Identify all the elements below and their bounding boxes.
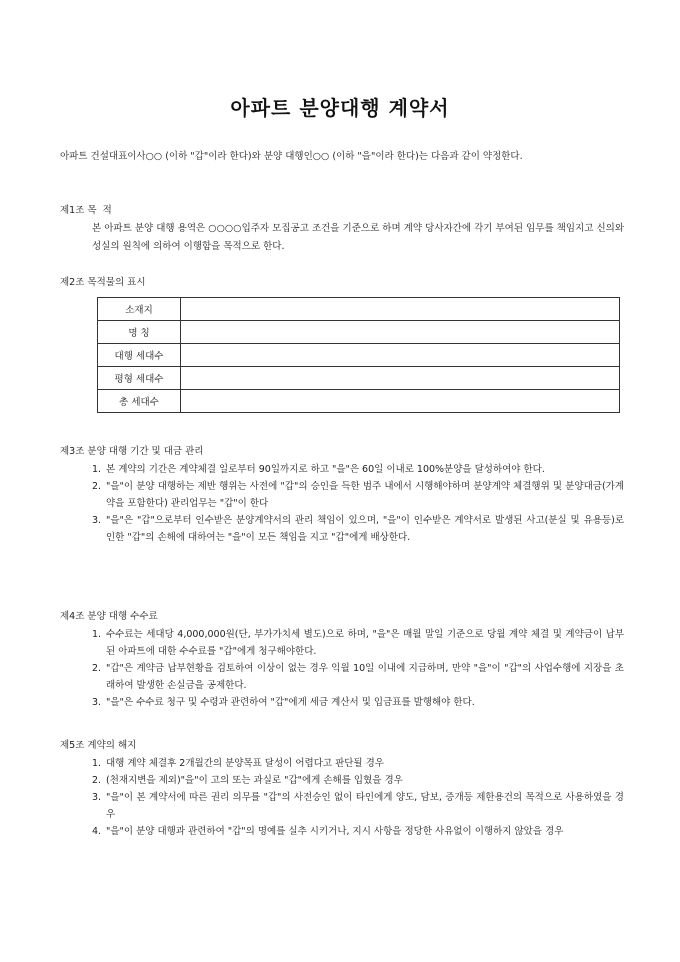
item-text: "을"은 수수료 청구 및 수령과 관련하여 "갑"에게 세금 계산서 및 입금표를 발행해야 한다.	[106, 697, 475, 708]
table-row	[98, 390, 620, 413]
list-item	[92, 660, 624, 694]
row-label-location: 소재지	[98, 298, 181, 321]
list-item	[92, 755, 624, 772]
item-number: 2.	[92, 775, 102, 786]
article1-body: 본 아파트 분양 대행 용역은 ○○○○입주자 모집공고 조건을 기준으로 하며 계약 당사자간에 각기 부여된 임무를 책임지고 신의와 성실의 원칙에 의하여 이행함을 목적으로 한다.	[92, 223, 624, 252]
list-item	[92, 772, 624, 789]
item-number: 3.	[92, 792, 102, 803]
item-text: "갑"은 계약금 납부현황을 검토하여 이상이 없는 경우 익월 10일 이내에 지급하며, 만약 "을"이 "갑"의 사업수행에 지장을 초래하여 발생한 손실금을 공제한다.	[106, 663, 624, 691]
item-number: 4.	[92, 826, 102, 837]
article1-heading: 제1조 목 적	[60, 205, 112, 216]
item-number: 2.	[92, 481, 102, 492]
item-text: (천재지변을 제외)"을"이 고의 또는 과실로 "갑"에게 손해를 입혔을 경우	[106, 775, 403, 786]
list-item	[92, 512, 624, 546]
article3-list	[92, 461, 624, 546]
item-text: 대행 계약 체결후 2개월간의 분양목표 달성이 어렵다고 판단될 경우	[106, 758, 384, 769]
item-text: "을"이 분양 대행하는 제반 행위는 사전에 "갑"의 승인을 득한 범주 내에서 시행해야하며 분양계약 체결행위 및 분양대금(가계약을 포함한다) 관리업무는 "갑"이 한다	[106, 481, 624, 509]
item-text: "을"은 "갑"으로부터 인수받은 분양계약서의 관리 책임이 있으며, "을"이 인수받은 계약서로 발생된 사고(분실 및 유용등)로 인한 "갑"의 손해에 대하여는 "을"이 모든 책임을 지고 "갑"에게 배상한다.	[106, 515, 624, 543]
document-title: 아파트 분양대행 계약서	[230, 96, 450, 120]
article3-heading: 제3조 분양 대행 기간 및 대금 관리	[60, 446, 204, 457]
row-label-agency-units: 대행 세대수	[98, 344, 181, 367]
property-table	[97, 297, 620, 413]
item-number: 3.	[92, 697, 102, 708]
item-number: 3.	[92, 515, 102, 526]
row-label-total-units: 총 세대수	[98, 390, 181, 413]
item-text: "을"이 분양 대행과 관련하여 "갑"의 명예를 실추 시키거나, 지시 사항을 정당한 사유없이 이행하지 않았을 경우	[106, 826, 564, 837]
item-text: 수수료는 세대당 4,000,000원(단, 부가가치세 별도)으로 하며, "을"은 매월 말일 기준으로 당월 계약 체결 및 계약금이 납부된 아파트에 대한 수수료를 "갑"에게 청구해야한다.	[106, 629, 624, 657]
item-number: 1.	[92, 629, 102, 640]
table-row	[98, 298, 620, 321]
list-item	[92, 478, 624, 512]
item-number: 1.	[92, 758, 102, 769]
row-value-size-units	[181, 367, 620, 390]
item-number: 1.	[92, 464, 102, 475]
row-value-location	[181, 298, 620, 321]
article5-list	[92, 755, 624, 840]
table-row	[98, 367, 620, 390]
list-item	[92, 789, 624, 823]
list-item	[92, 461, 624, 478]
item-text: "을"이 본 계약서에 따른 권리 의무를 "갑"의 사전승인 없이 타인에게 양도, 담보, 증개등 제한용건의 목적으로 사용하였을 경우	[106, 792, 624, 820]
table-row	[98, 321, 620, 344]
row-value-agency-units	[181, 344, 620, 367]
item-text: 본 계약의 기간은 계약체결 일로부터 90일까지로 하고 "을"은 60일 이내로 100%분양을 달성하여야 한다.	[106, 464, 545, 475]
list-item	[92, 823, 624, 840]
row-label-size-units: 평형 세대수	[98, 367, 181, 390]
row-label-name: 명 칭	[98, 321, 181, 344]
table-row	[98, 344, 620, 367]
article5-heading: 제5조 계약의 해지	[60, 740, 137, 751]
item-number: 2.	[92, 663, 102, 674]
article4-heading: 제4조 분양 대행 수수료	[60, 611, 158, 622]
row-value-total-units	[181, 390, 620, 413]
intro-paragraph: 아파트 건설대표이사○○ (이하 "갑"이라 한다)와 분양 대행인○○ (이하 "을"이라 한다)는 다음과 같이 약정한다.	[60, 151, 523, 162]
list-item	[92, 626, 624, 660]
row-value-name	[181, 321, 620, 344]
list-item	[92, 694, 624, 711]
article2-heading: 제2조 목적물의 표시	[60, 277, 146, 288]
article4-list	[92, 626, 624, 711]
